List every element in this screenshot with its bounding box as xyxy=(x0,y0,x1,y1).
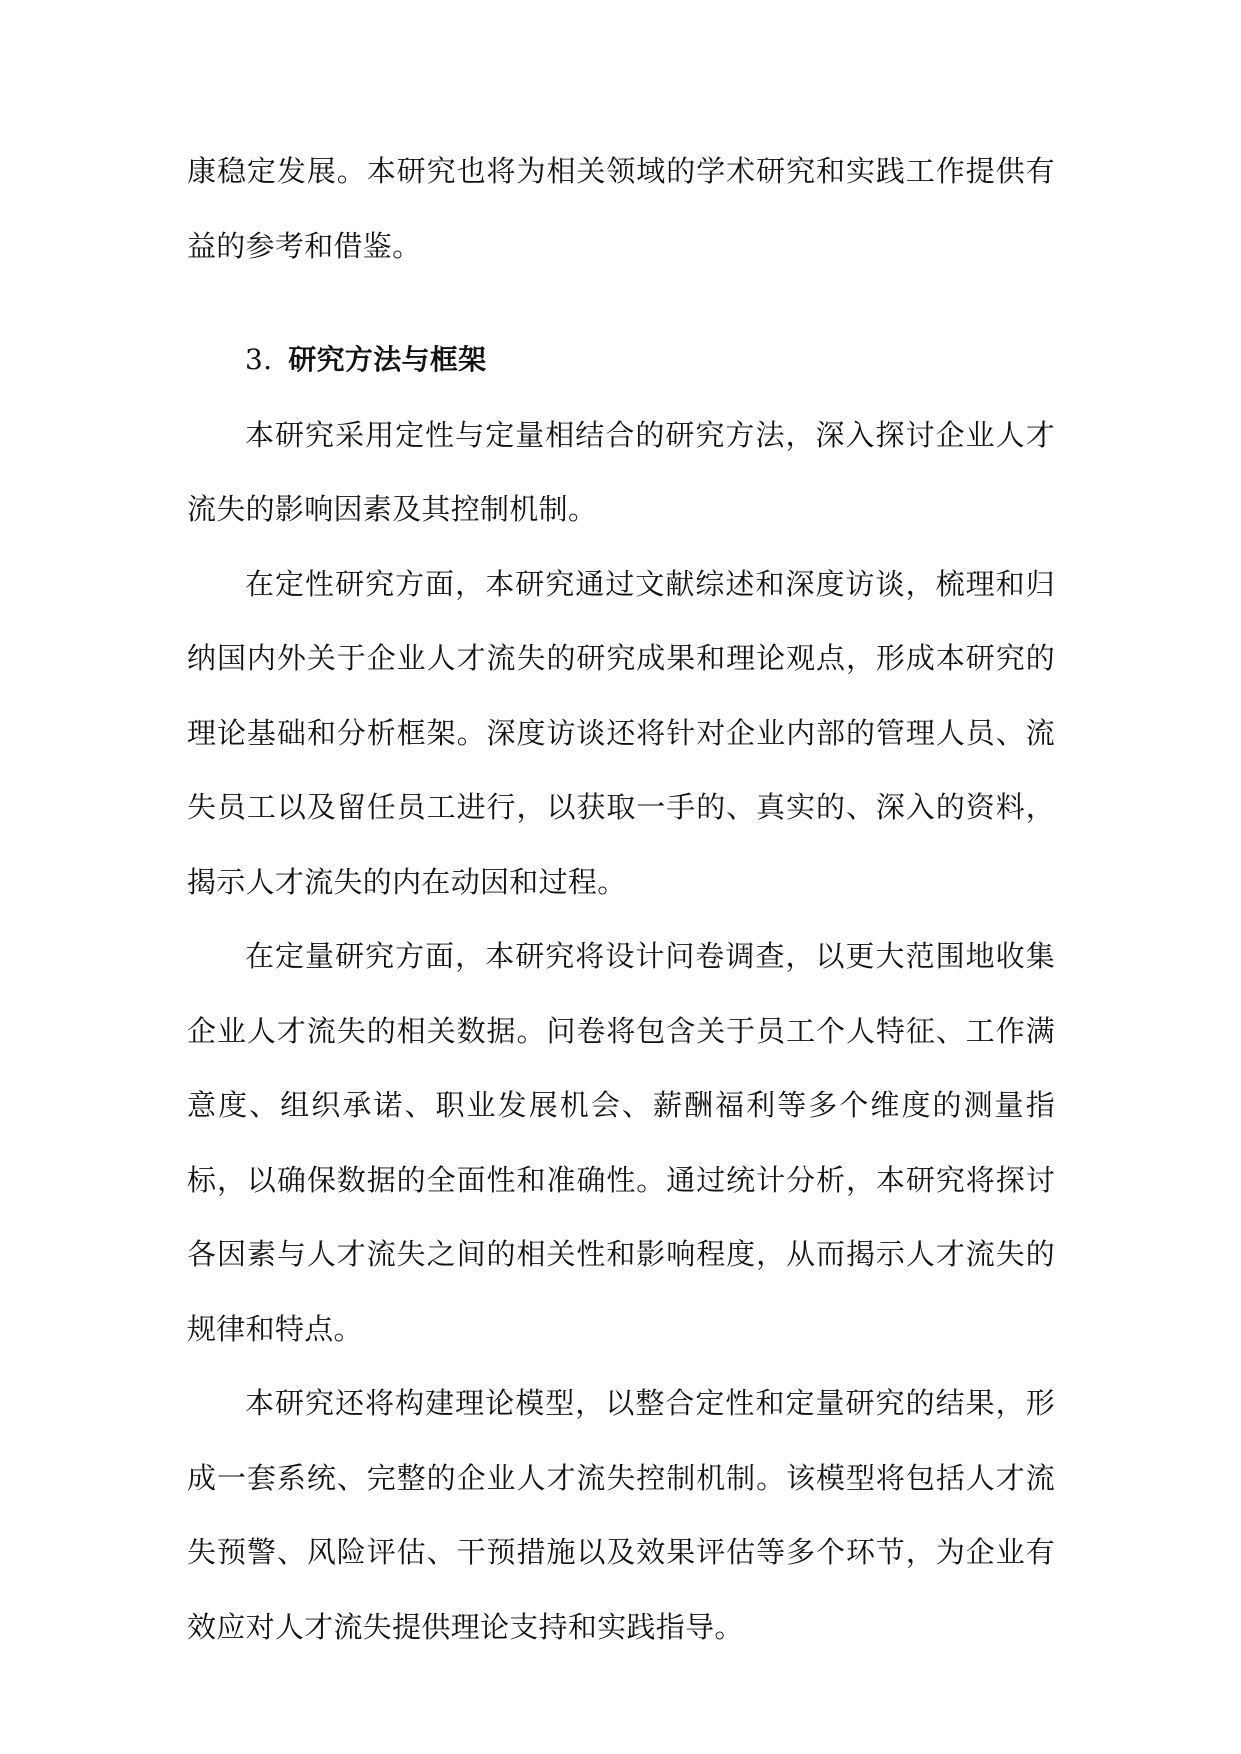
document-body xyxy=(187,134,1055,1664)
paragraph-qualitative: 在定性研究方面，本研究通过文献综述和深度访谈，梳理和归纳国内外关于企业人才流失的研究成果和理论观点，形成本研究的理论基础和分析框架。深度访谈还将针对企业内部的管理人员、流失员工以及留任员工进行，以获取一手的、真实的、深入的资料，揭示人才流失的内在动因和过程。 xyxy=(187,566,1055,899)
paragraph-quantitative: 在定量研究方面，本研究将设计问卷调查，以更大范围地收集企业人才流失的相关数据。问卷将包含关于员工个人特征、工作满意度、组织承诺、职业发展机会、薪酬福利等多个维度的测量指标，以确保数据的全面性和准确性。通过统计分析，本研究将探讨各因素与人才流失之间的相关性和影响程度，从而揭示人才流失的规律和特点。 xyxy=(187,939,1055,1346)
paragraph-intro: 本研究采用定性与定量相结合的研究方法，深入探讨企业人才流失的影响因素及其控制机制。 xyxy=(187,417,1055,526)
section-title: 研究方法与框架 xyxy=(288,343,487,376)
continued-paragraph: 康稳定发展。本研究也将为相关领域的学术研究和实践工作提供有益的参考和借鉴。 xyxy=(187,154,1055,263)
section-number: 3. xyxy=(245,343,273,376)
paragraph-model: 本研究还将构建理论模型，以整合定性和定量研究的结果，形成一套系统、完整的企业人才流失控制机制。该模型将包括人才流失预警、风险评估、干预措施以及效果评估等多个环节，为企业有效应对人才流失提供理论支持和实践指导。 xyxy=(187,1386,1055,1644)
section-heading xyxy=(187,323,1055,398)
